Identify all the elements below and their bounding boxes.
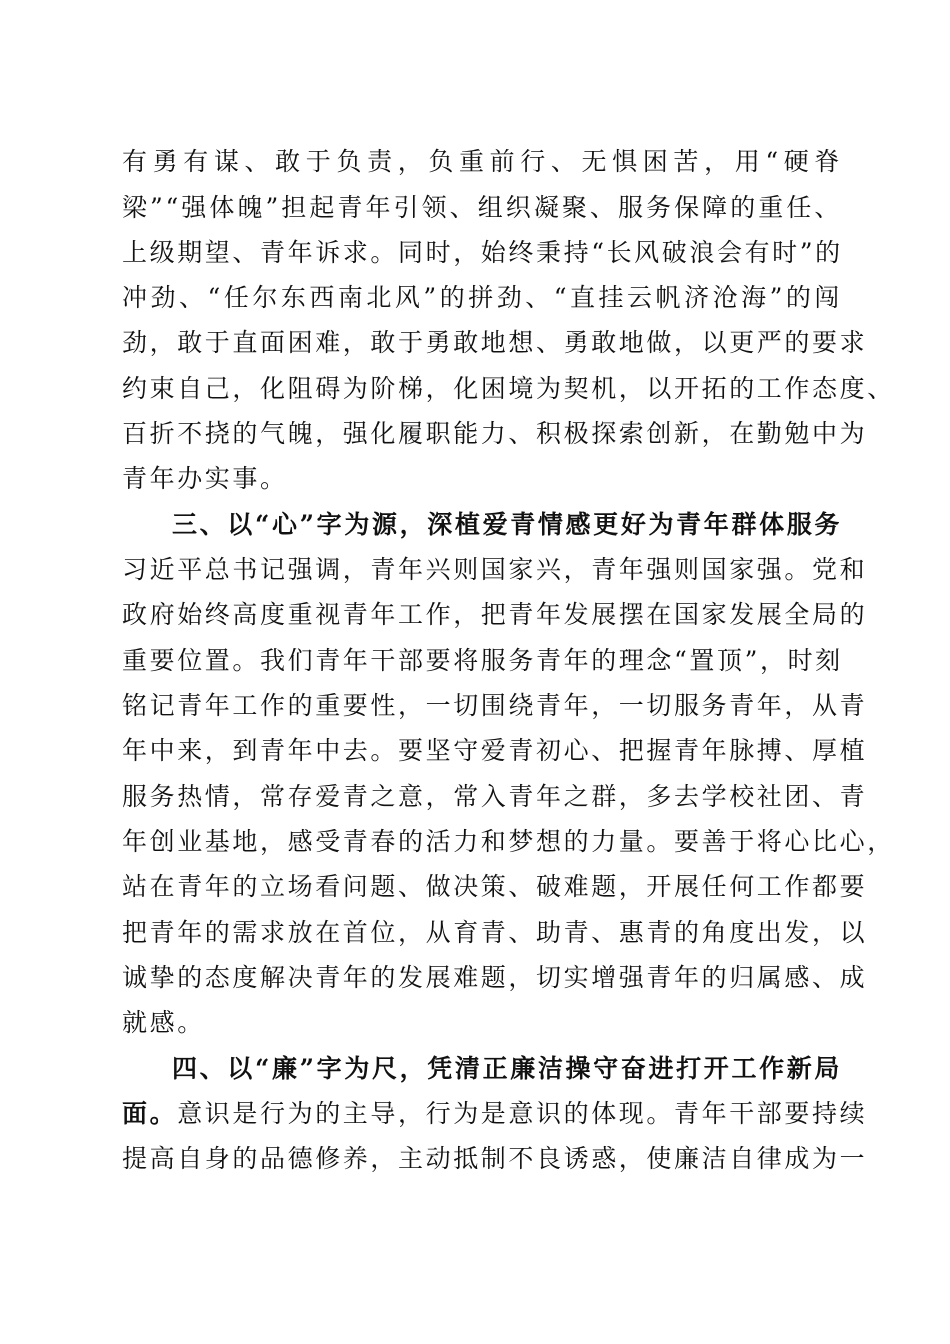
paragraph-line: 年中来，到青年中去。要坚守爱青初心、把握青年脉搏、厚植 [122,736,868,765]
paragraph-line: 把青年的需求放在首位，从育青、助青、惠青的角度出发，以 [122,918,868,947]
paragraph-line: 诚挚的态度解决青年的发展难题，切实增强青年的归属感、成 [122,963,868,992]
section-heading-three: 三、以“心”字为源，深植爱青情感更好为青年群体服务 [172,510,842,539]
section-heading-four: 四、以“廉”字为尺，凭清正廉洁操守奋进打开工作新局 [172,1054,842,1083]
paragraph-line: 青年办实事。 [122,464,288,493]
paragraph-line: 就感。 [122,1008,205,1037]
paragraph-line: 服务热情，常存爱青之意，常入青年之群，多去学校社团、青 [122,782,868,811]
section-heading-four-end: 面。 [122,1099,178,1128]
paragraph-line: 百折不挠的气魄，强化履职能力、积极探索创新，在勤勉中为 [122,419,868,448]
paragraph-line: 梁”“强体魄”担起青年引领、组织凝聚、服务保障的重任、 [122,193,842,222]
paragraph-line: 上级期望、青年诉求。同时，始终秉持“长风破浪会有时”的 [122,238,843,267]
paragraph-line: 铭记青年工作的重要性，一切围绕青年，一切服务青年，从青 [122,691,868,720]
paragraph-line: 有勇有谋、敢于负责，负重前行、无惧困苦，用“硬脊 [122,147,842,176]
paragraph-line: 站在青年的立场看问题、做决策、破难题，开展任何工作都要 [122,872,868,901]
paragraph-line: 习近平总书记强调，青年兴则国家兴，青年强则国家强。党和 [122,555,868,584]
paragraph-line-text: 意识是行为的主导，行为是意识的体现。青年干部要持续 [177,1099,868,1128]
paragraph-line: 提高自身的品德修养，主动抵制不良诱惑，使廉洁自律成为一 [122,1144,868,1173]
paragraph-line-mixed [122,1091,868,1137]
paragraph-line: 冲劲、“任尔东西南北风”的拼劲、“直挂云帆济沧海”的闯 [122,283,842,312]
paragraph-line: 约束自己，化阻碍为阶梯，化困境为契机，以开拓的工作态度、 [122,374,895,403]
paragraph-line: 年创业基地，感受青春的活力和梦想的力量。要善于将心比心， [122,827,895,856]
paragraph-line: 重要位置。我们青年干部要将服务青年的理念“置顶”，时刻 [122,646,843,675]
paragraph-line: 劲，敢于直面困难，敢于勇敢地想、勇敢地做，以更严的要求 [122,328,868,357]
paragraph-line: 政府始终高度重视青年工作，把青年发展摆在国家发展全局的 [122,600,868,629]
